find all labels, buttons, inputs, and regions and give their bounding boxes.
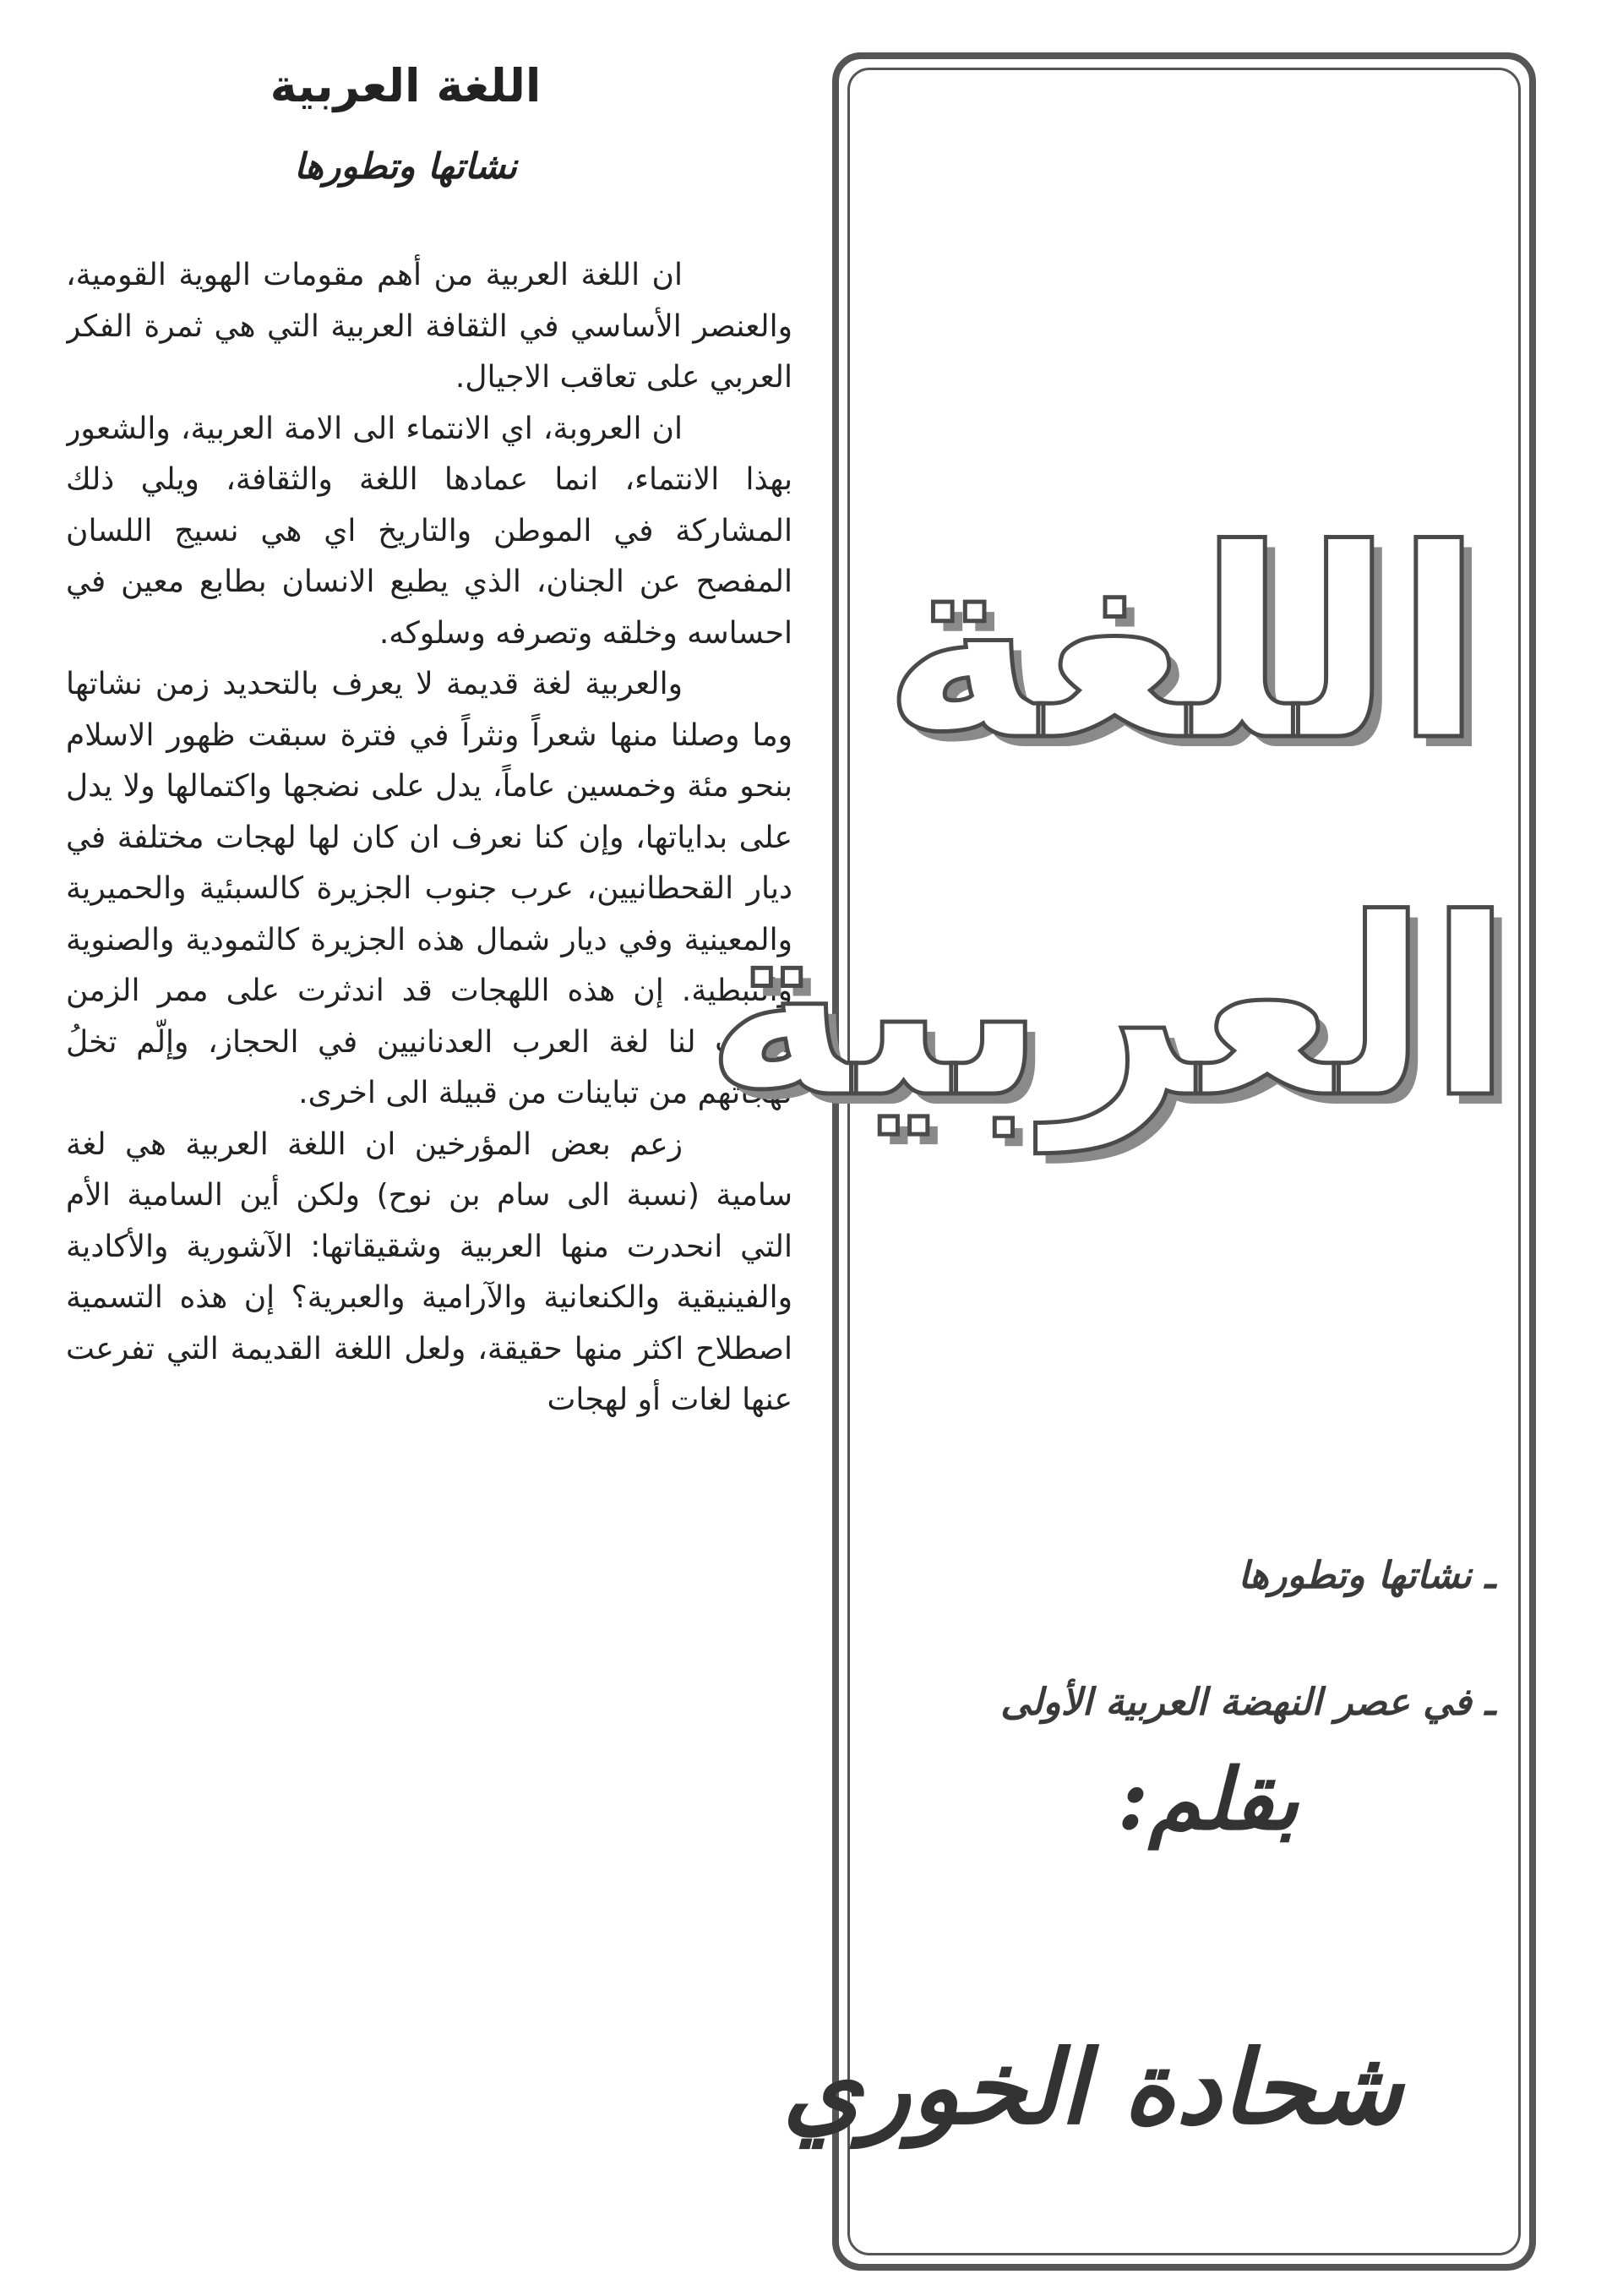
cover-author-name: شحادة الخوري	[782, 2028, 1402, 2147]
cover-title-line-2: العربية	[705, 867, 1512, 1152]
cover-frame-inner	[705, 68, 1521, 2255]
article-paragraph-3: والعربية لغة قديمة لا يعرف بالتحديد زمن نشاتها وما وصلنا منها شعراً ونثراً في فترة سبقت ظهور الاسلام بنحو مئة وخمسين عاماً، يدل على نضجها واكتمالها ولا يدل على بداياتها، وإن كنا نعرف ان كان لها لهجات مختلفة في ديار القحطانيين، عرب جنوب الجزيرة كالسبئية والحميرية والمعينية وفي ديار شمال هذه الجزيرة كالثمودية والصنوية والنبطية. إن هذه اللهجات قد اندثرت على ممر الزمن وبقيت لنا لغة العرب العدنانيين في الحجاز، وإلّم تخلُ لهجاتهم من تباينات من قبيلة الى اخرى.	[66, 667, 792, 1110]
cover-subtitle-2: ـ في عصر النهضة العربية الأولى	[1000, 1681, 1495, 1724]
article-subtitle: نشاتها وتطورها	[294, 145, 517, 187]
cover-subtitle-1: ـ نشاتها وتطورها	[1238, 1554, 1495, 1597]
cover-title-line-1: اللغة	[881, 494, 1484, 799]
article-paragraph-4: زعم بعض المؤرخين ان اللغة العربية هي لغة سامية (نسبة الى سام بن نوح) ولكن أين السامية الأم التي انحدرت منها العربية وشقيقاتها: الآشورية والأكادية والفينيقية والكنعانية والآرامية والعبرية؟ إن هذه التسمية اصطلاح اكثر منها حقيقة، ولعل اللغة القديمة التي تفرعت عنها لغات أو لهجات	[66, 1126, 792, 1417]
cover-subtitles	[853, 1513, 1495, 1766]
article-body	[66, 250, 792, 2282]
article-paragraph-2: ان العروبة، اي الانتماء الى الامة العربية، والشعور بهذا الانتماء، انما عمادها اللغة والثقافة، ويلي ذلك المشاركة في الموطن والتاريخ اي هي نسيج اللسان المفصح عن الجنان، الذي يطبع الانسان بطابع معين في احساسه وخلقه وتصرفه وسلوكه.	[66, 411, 792, 651]
article-title: اللغة العربية	[270, 59, 542, 112]
article-paragraph-1: ان اللغة العربية من أهم مقومات الهوية القومية، والعنصر الأساسي في الثقافة العربية التي هي ثمرة الفكر العربي على تعاقب الاجيال.	[66, 258, 792, 395]
cover-author-label: بقلم:	[1117, 1749, 1299, 1849]
